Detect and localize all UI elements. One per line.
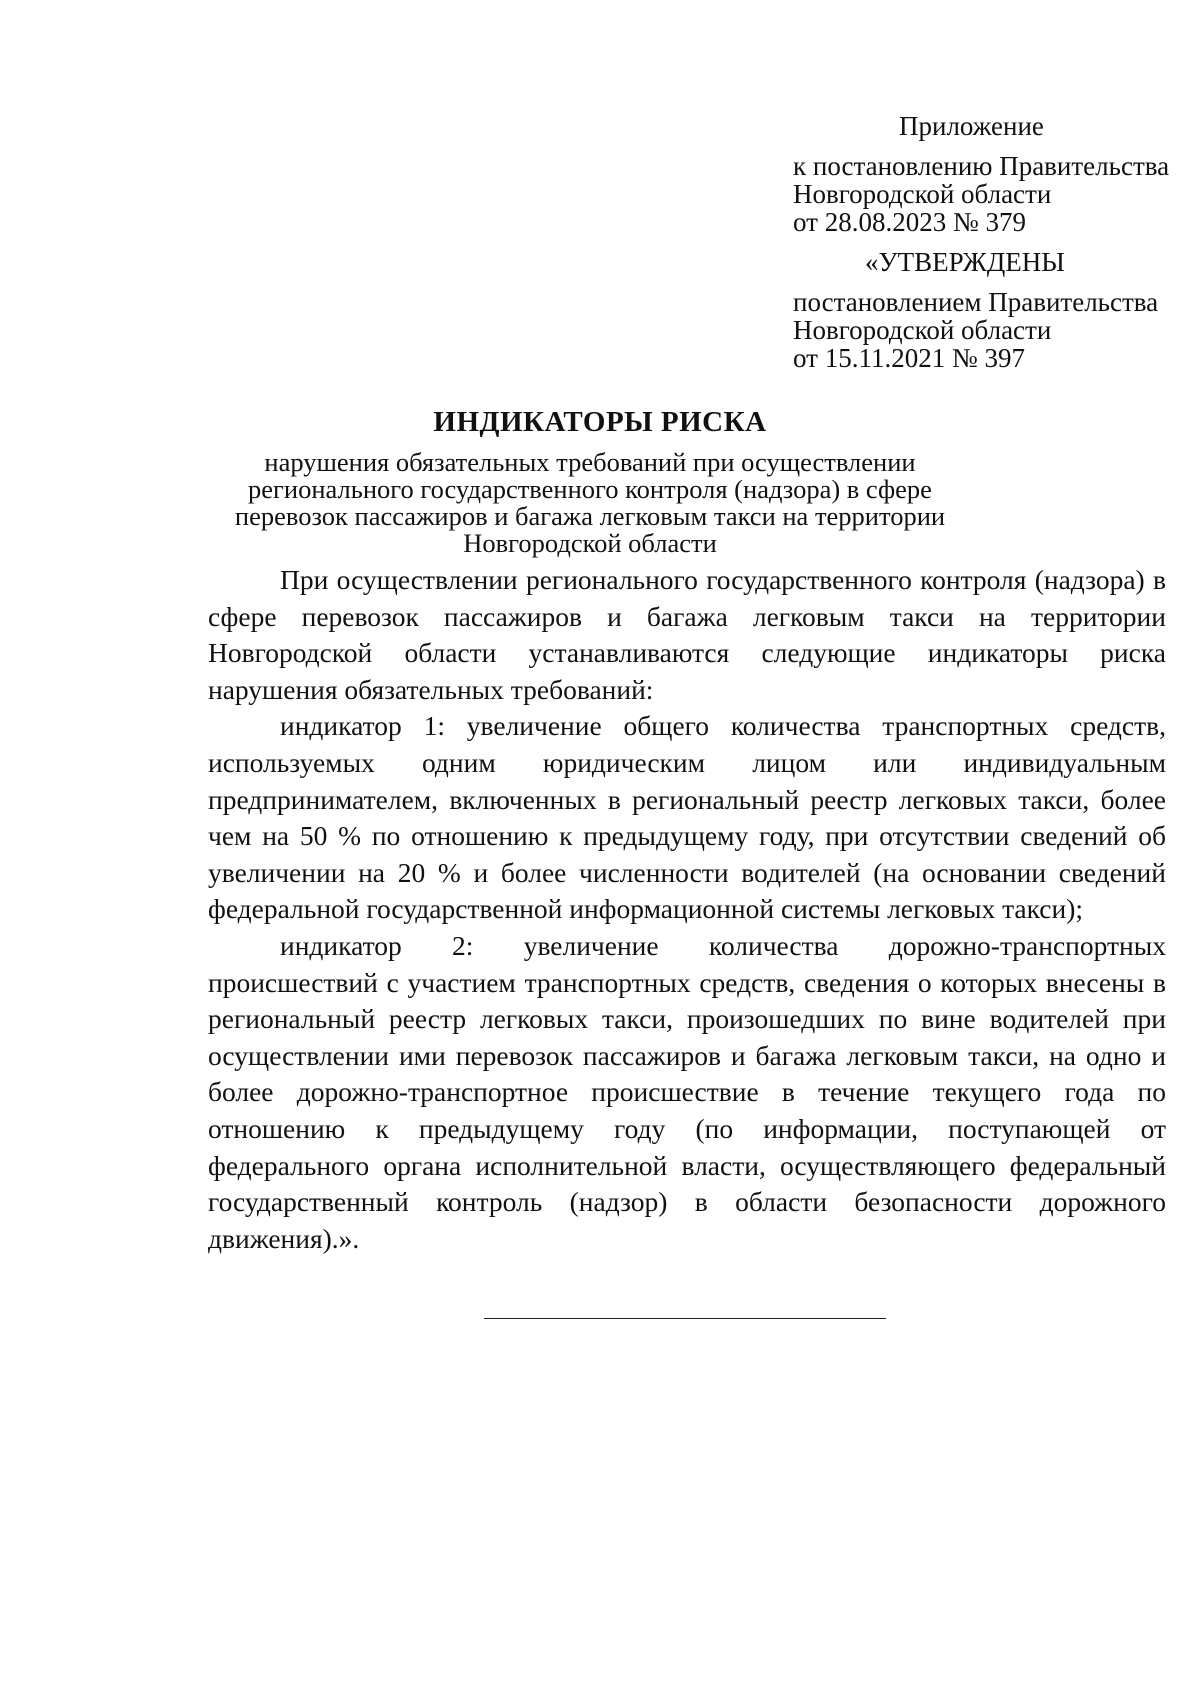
approved-line: Новгородской области xyxy=(793,315,1052,345)
document-body xyxy=(208,562,1166,1257)
body-paragraph: При осуществлении регионального государственного контроля (надзора) в сфере перевозок пассажиров и багажа легковым такси на территории Новгородской области устанавливаются следующие индикаторы риска нарушения обязательных требований: xyxy=(208,564,1166,705)
appendix-line: к постановлению Правительства xyxy=(793,151,1170,181)
document-title: ИНДИКАТОРЫ РИСКА xyxy=(433,406,767,438)
appendix-heading: Приложение xyxy=(899,111,1044,141)
approved-heading: «УТВЕРЖДЕНЫ xyxy=(865,247,1065,277)
appendix-header xyxy=(793,112,1173,236)
closing-divider xyxy=(484,1318,886,1319)
approved-line: постановлением Правительства xyxy=(793,287,1159,317)
approval-stamp-block xyxy=(793,248,1173,372)
approved-line: от 15.11.2021 № 397 xyxy=(793,343,1025,373)
appendix-line: Новгородской области xyxy=(793,179,1052,209)
body-paragraph: индикатор 2: увеличение количества дорожно-транспортных происшествий с участием транспортных средств, сведения о которых внесены в региональный реестр легковых такси, произошедших по вине водителей при осуществлении ими перевозок пассажиров и багажа легковым такси, на одно и более дорожно-транспортное происшествие в течение текущего года по отношению к предыдущему году (по информации, поступающей от федерального органа исполнительной власти, осуществляющего федеральный государственный контроль (надзор) в области безопасности дорожного движения).». xyxy=(208,929,1166,1254)
document-subtitle: нарушения обязательных требований при осуществлении регионального государственного контроля (надзора) в сфере перевозок пассажиров и багажа легковым такси на территории Новгородской области xyxy=(234,447,946,558)
body-paragraph: индикатор 1: увеличение общего количества транспортных средств, используемых одним юридическим лицом или индивидуальным предпринимателем, включенных в региональный реестр легковых такси, более чем на 50 % по отношению к предыдущему году, при отсутствии сведений об увеличении на 20 % и более численности водителей (на основании сведений федеральной государственной информационной системы легковых такси); xyxy=(208,710,1166,925)
appendix-line: от 28.08.2023 № 379 xyxy=(793,207,1026,237)
